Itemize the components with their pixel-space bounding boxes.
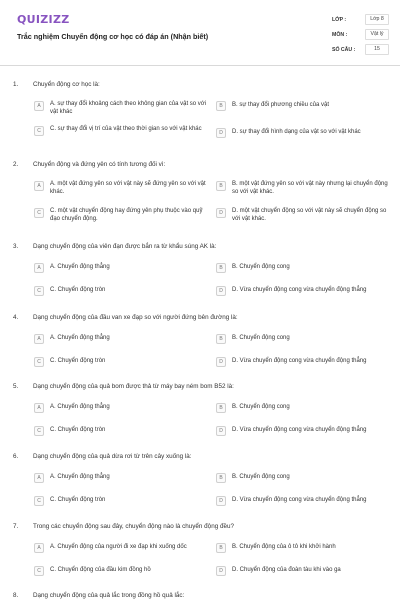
option-text: C. một vật chuyển động hay đứng yên phụ thuộc vào quỹ đạo chuyển động.: [50, 208, 203, 222]
meta-label: LỚP :: [332, 17, 347, 23]
option-letter: B: [216, 334, 226, 344]
question-text: Dạng chuyển động của đầu van xe đạp so với người đứng bên đường là:: [33, 314, 238, 321]
option-text: A. Chuyển động thẳng: [50, 474, 110, 480]
option-text: D. Vừa chuyển động cong vừa chuyển động thẳng: [232, 287, 367, 293]
worksheet-title: Trắc nghiệm Chuyển động cơ học có đáp án (Nhận biết): [17, 32, 209, 41]
meta-value: Lớp 8: [365, 14, 389, 25]
question-text: Chuyển động cơ học là:: [33, 81, 100, 88]
option-text: C. sự thay đổi vị trí của vật theo thời gian so với vật khác: [50, 126, 202, 132]
question-text: Trong các chuyển động sau đây, chuyển động nào là chuyển động đều?: [33, 523, 234, 530]
quizizz-logo: QUIZIZZ: [17, 13, 70, 26]
question-text: Dạng chuyển động của viên đạn được bắn ra từ khẩu súng AK là:: [33, 243, 217, 250]
question-number: 8.: [13, 592, 19, 599]
meta-label: SỐ CÂU :: [332, 47, 356, 53]
meta-value: 15: [365, 44, 389, 55]
option-text: C. Chuyển động tròn: [50, 358, 106, 364]
meta-value: Vật lý: [365, 29, 389, 40]
option-letter: C: [34, 566, 44, 576]
option-text: B. Chuyển động cong: [232, 264, 290, 270]
option-letter: A: [34, 543, 44, 553]
question-text: Dạng chuyển động của quả lắc trong đồng hồ quả lắc:: [33, 592, 185, 599]
option-text: A. Chuyển động thẳng: [50, 335, 110, 341]
option-letter: C: [34, 496, 44, 506]
option-letter: D: [216, 128, 226, 138]
option-text: D. Chuyển động của đoàn tàu khi vào ga: [232, 567, 341, 573]
question-number: 4.: [13, 314, 19, 321]
meta-grade: [0, 17, 400, 31]
option-letter: A: [34, 473, 44, 483]
option-letter: C: [34, 357, 44, 367]
question-number: 5.: [13, 383, 19, 390]
option-letter: C: [34, 126, 44, 136]
question-number: 6.: [13, 453, 19, 460]
meta-label: MÔN :: [332, 32, 348, 38]
option-letter: A: [34, 403, 44, 413]
option-text: A. Chuyển động thẳng: [50, 264, 110, 270]
option-text: B. Chuyển động cong: [232, 474, 290, 480]
option-letter: B: [216, 263, 226, 273]
option-text: D. sự thay đổi hình dạng của vật so với vật khác: [232, 129, 361, 135]
option-text: C. Chuyển động của đầu kim đồng hồ: [50, 567, 151, 573]
option-letter: B: [216, 101, 226, 111]
question-text: Dạng chuyển động của quả bom được thả từ máy bay ném bom B52 là:: [33, 383, 234, 390]
worksheet-header: [0, 0, 400, 66]
option-text: C. Chuyển động tròn: [50, 287, 106, 293]
option-letter: B: [216, 473, 226, 483]
option-text: A. sự thay đổi khoảng cách theo không gian của vật so với vật khác: [50, 101, 207, 115]
option-text: B. một vật đứng yên so với vật này nhưng lại chuyển động so với vật khác.: [232, 181, 388, 195]
option-text: A. Chuyển động thẳng: [50, 404, 110, 410]
option-text: D. Vừa chuyển động cong vừa chuyển động thẳng: [232, 358, 367, 364]
question-number: 2.: [13, 161, 19, 168]
option-letter: C: [34, 286, 44, 296]
option-letter: A: [34, 334, 44, 344]
question-text: Dạng chuyển động của quả dừa rơi từ trên cây xuống là:: [33, 453, 192, 460]
option-text: D. Vừa chuyển động cong vừa chuyển động thẳng: [232, 427, 367, 433]
option-letter: C: [34, 208, 44, 218]
option-letter: B: [216, 403, 226, 413]
option-letter: B: [216, 543, 226, 553]
option-letter: D: [216, 566, 226, 576]
option-letter: A: [34, 101, 44, 111]
question-number: 1.: [13, 81, 19, 88]
option-letter: B: [216, 181, 226, 191]
option-text: D. một vật chuyển động so với vật này sẽ chuyển động so với vật khác.: [232, 208, 387, 222]
option-text: A. một vật đứng yên so với vật này sẽ đứng yên so với vật khác.: [50, 181, 206, 195]
option-text: D. Vừa chuyển động cong vừa chuyển động thẳng: [232, 497, 367, 503]
option-letter: A: [34, 263, 44, 273]
option-letter: D: [216, 208, 226, 218]
option-letter: C: [34, 426, 44, 436]
option-text: B. Chuyển động cong: [232, 335, 290, 341]
option-letter: A: [34, 181, 44, 191]
option-text: C. Chuyển động tròn: [50, 497, 106, 503]
option-text: B. Chuyển động của ô tô khi khởi hành: [232, 544, 336, 550]
meta-question-count: [0, 47, 400, 61]
meta-subject: [0, 32, 400, 46]
option-letter: D: [216, 496, 226, 506]
option-text: B. sự thay đổi phương chiều của vật: [232, 102, 330, 108]
option-letter: D: [216, 286, 226, 296]
option-text: C. Chuyển động tròn: [50, 427, 106, 433]
question-text: Chuyển động và đứng yên có tính tương đối vì:: [33, 161, 166, 168]
option-text: A. Chuyển động của người đi xe đạp khi xuống dốc: [50, 544, 187, 550]
option-letter: D: [216, 357, 226, 367]
question-number: 3.: [13, 243, 19, 250]
option-letter: D: [216, 426, 226, 436]
question-number: 7.: [13, 523, 19, 530]
option-text: B. Chuyển động cong: [232, 404, 290, 410]
